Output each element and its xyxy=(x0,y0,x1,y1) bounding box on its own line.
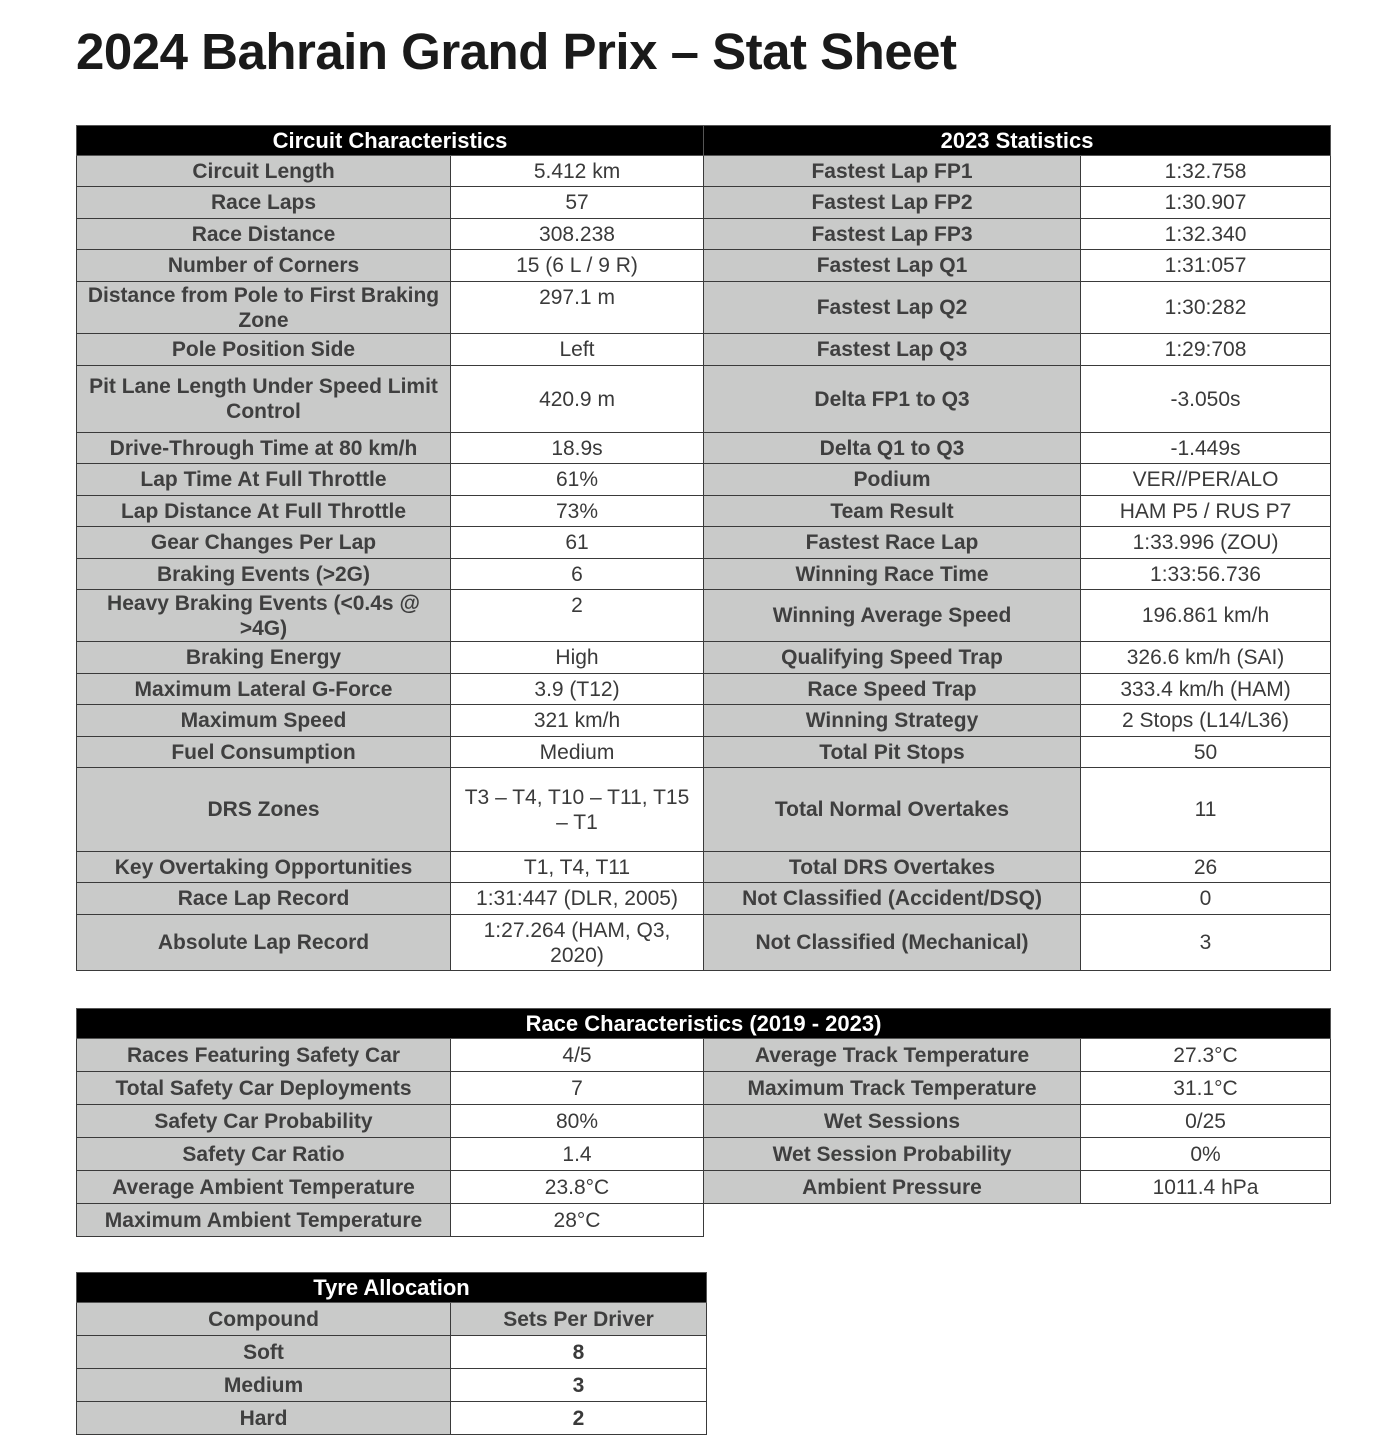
race-stat-label: Ambient Pressure xyxy=(704,1171,1081,1204)
2023-stat-label: Winning Race Time xyxy=(704,559,1081,590)
circuit-stat-label: Braking Energy xyxy=(77,642,451,674)
race-stat-value: 28°C xyxy=(451,1204,704,1237)
race-stat-label: Average Ambient Temperature xyxy=(77,1171,451,1204)
2023-stat-value: -3.050s xyxy=(1081,366,1331,433)
stat-row xyxy=(77,464,1331,496)
race-stat-label: Average Track Temperature xyxy=(704,1039,1081,1072)
race-stat-label: Maximum Ambient Temperature xyxy=(77,1204,451,1237)
2023-stat-label: Winning Strategy xyxy=(704,705,1081,737)
circuit-stat-value: High xyxy=(451,642,704,674)
race-characteristics-table xyxy=(76,1008,1331,1237)
2023-stat-value: 0 xyxy=(1081,883,1331,915)
2023-stat-label: Total Pit Stops xyxy=(704,737,1081,768)
2023-stat-value: 1:33.996 (ZOU) xyxy=(1081,527,1331,559)
stat-row xyxy=(77,768,1331,852)
2023-stat-value: 326.6 km/h (SAI) xyxy=(1081,642,1331,674)
empty-cell xyxy=(704,1204,1331,1237)
stat-row xyxy=(77,705,1331,737)
2023-stat-value: 333.4 km/h (HAM) xyxy=(1081,674,1331,705)
race-stat-label: Total Safety Car Deployments xyxy=(77,1072,451,1105)
circuit-stat-label: Absolute Lap Record xyxy=(77,915,451,971)
circuit-stat-label: Number of Corners xyxy=(77,250,451,282)
race-stat-row xyxy=(77,1171,1331,1204)
circuit-characteristics-header: Circuit Characteristics xyxy=(77,126,704,156)
circuit-stat-value: 3.9 (T12) xyxy=(451,674,704,705)
race-stat-label: Wet Sessions xyxy=(704,1105,1081,1138)
circuit-stat-value: 5.412 km xyxy=(451,156,704,187)
race-characteristics-header: Race Characteristics (2019 - 2023) xyxy=(77,1009,1331,1039)
stat-row xyxy=(77,250,1331,282)
2023-stat-value: VER//PER/ALO xyxy=(1081,464,1331,496)
race-stat-value: 0% xyxy=(1081,1138,1331,1171)
race-stat-label: Safety Car Ratio xyxy=(77,1138,451,1171)
circuit-stat-label: Pit Lane Length Under Speed Limit Control xyxy=(77,366,451,433)
2023-stat-value: 2 Stops (L14/L36) xyxy=(1081,705,1331,737)
circuit-stat-label: Key Overtaking Opportunities xyxy=(77,852,451,883)
race-stat-row xyxy=(77,1105,1331,1138)
circuit-stat-label: Race Laps xyxy=(77,187,451,219)
race-stat-value: 80% xyxy=(451,1105,704,1138)
race-table-body xyxy=(77,1039,1331,1237)
tyre-compound: Soft xyxy=(77,1336,451,1369)
2023-stat-value: 1:32.340 xyxy=(1081,219,1331,250)
circuit-stat-label: Heavy Braking Events (<0.4s @ >4G) xyxy=(77,590,451,642)
tyre-row xyxy=(77,1402,707,1435)
2023-stat-value: HAM P5 / RUS P7 xyxy=(1081,496,1331,527)
compound-column-header: Compound xyxy=(77,1303,451,1336)
2023-stat-value: 1:30:282 xyxy=(1081,282,1331,334)
2023-stat-value: 1:29:708 xyxy=(1081,334,1331,366)
tyre-compound: Hard xyxy=(77,1402,451,1435)
circuit-stat-value: 73% xyxy=(451,496,704,527)
2023-stat-value: 11 xyxy=(1081,768,1331,852)
circuit-stat-label: Gear Changes Per Lap xyxy=(77,527,451,559)
circuit-stat-label: Maximum Lateral G-Force xyxy=(77,674,451,705)
tyre-allocation-table xyxy=(76,1272,707,1435)
race-stat-row xyxy=(77,1072,1331,1105)
2023-stat-label: Total Normal Overtakes xyxy=(704,768,1081,852)
2023-stat-label: Not Classified (Accident/DSQ) xyxy=(704,883,1081,915)
stat-row xyxy=(77,156,1331,187)
circuit-stat-label: Maximum Speed xyxy=(77,705,451,737)
tyre-sets: 8 xyxy=(451,1336,707,1369)
circuit-stat-value: 57 xyxy=(451,187,704,219)
circuit-stat-value: Left xyxy=(451,334,704,366)
stat-row xyxy=(77,852,1331,883)
stat-row xyxy=(77,219,1331,250)
stat-row xyxy=(77,496,1331,527)
race-stat-value: 23.8°C xyxy=(451,1171,704,1204)
race-stat-value: 31.1°C xyxy=(1081,1072,1331,1105)
stat-row xyxy=(77,433,1331,464)
2023-stat-label: Fastest Lap Q1 xyxy=(704,250,1081,282)
circuit-stat-label: Lap Time At Full Throttle xyxy=(77,464,451,496)
race-stat-value: 1.4 xyxy=(451,1138,704,1171)
2023-stat-value: 50 xyxy=(1081,737,1331,768)
circuit-stat-value: 61% xyxy=(451,464,704,496)
tyre-sets: 2 xyxy=(451,1402,707,1435)
circuit-stat-value: 15 (6 L / 9 R) xyxy=(451,250,704,282)
circuit-stat-label: Distance from Pole to First Braking Zone xyxy=(77,282,451,334)
race-stat-value: 1011.4 hPa xyxy=(1081,1171,1331,1204)
circuit-stat-label: DRS Zones xyxy=(77,768,451,852)
stat-row xyxy=(77,915,1331,971)
2023-statistics-header: 2023 Statistics xyxy=(704,126,1331,156)
2023-stat-value: 3 xyxy=(1081,915,1331,971)
race-stat-label: Wet Session Probability xyxy=(704,1138,1081,1171)
stat-row xyxy=(77,282,1331,334)
2023-stat-label: Qualifying Speed Trap xyxy=(704,642,1081,674)
race-stat-value: 27.3°C xyxy=(1081,1039,1331,1072)
circuit-table-body xyxy=(77,156,1331,971)
tyre-allocation-header: Tyre Allocation xyxy=(77,1273,707,1303)
race-stat-value: 0/25 xyxy=(1081,1105,1331,1138)
sets-per-driver-column-header: Sets Per Driver xyxy=(451,1303,707,1336)
2023-stat-label: Podium xyxy=(704,464,1081,496)
2023-stat-value: 1:31:057 xyxy=(1081,250,1331,282)
circuit-stat-value: T3 – T4, T10 – T11, T15 – T1 xyxy=(451,768,704,852)
page-title: 2024 Bahrain Grand Prix – Stat Sheet xyxy=(76,23,957,80)
2023-stat-label: Total DRS Overtakes xyxy=(704,852,1081,883)
race-stat-row xyxy=(77,1039,1331,1072)
stat-row xyxy=(77,334,1331,366)
2023-stat-value: 1:32.758 xyxy=(1081,156,1331,187)
2023-stat-label: Fastest Lap FP2 xyxy=(704,187,1081,219)
2023-stat-label: Fastest Lap FP1 xyxy=(704,156,1081,187)
circuit-stat-label: Drive-Through Time at 80 km/h xyxy=(77,433,451,464)
circuit-stat-label: Pole Position Side xyxy=(77,334,451,366)
circuit-stat-value: 2 xyxy=(451,590,704,642)
stat-row xyxy=(77,737,1331,768)
tyre-row xyxy=(77,1369,707,1402)
tyre-sets: 3 xyxy=(451,1369,707,1402)
2023-stat-label: Fastest Lap Q3 xyxy=(704,334,1081,366)
circuit-stat-label: Lap Distance At Full Throttle xyxy=(77,496,451,527)
2023-stat-label: Not Classified (Mechanical) xyxy=(704,915,1081,971)
race-stat-value: 7 xyxy=(451,1072,704,1105)
race-stat-value: 4/5 xyxy=(451,1039,704,1072)
2023-stat-value: 1:33:56.736 xyxy=(1081,559,1331,590)
2023-stat-label: Delta FP1 to Q3 xyxy=(704,366,1081,433)
2023-stat-label: Delta Q1 to Q3 xyxy=(704,433,1081,464)
2023-stat-label: Fastest Lap FP3 xyxy=(704,219,1081,250)
circuit-stat-value: 61 xyxy=(451,527,704,559)
stat-row xyxy=(77,187,1331,219)
2023-stat-label: Winning Average Speed xyxy=(704,590,1081,642)
stat-row xyxy=(77,590,1331,642)
circuit-stat-label: Circuit Length xyxy=(77,156,451,187)
2023-stat-value: 196.861 km/h xyxy=(1081,590,1331,642)
2023-stat-value: 1:30.907 xyxy=(1081,187,1331,219)
race-stat-label: Safety Car Probability xyxy=(77,1105,451,1138)
circuit-stat-label: Braking Events (>2G) xyxy=(77,559,451,590)
stat-row xyxy=(77,559,1331,590)
circuit-stat-value: 1:27.264 (HAM, Q3, 2020) xyxy=(451,915,704,971)
circuit-stat-label: Fuel Consumption xyxy=(77,737,451,768)
circuit-stats-table xyxy=(76,125,1331,971)
2023-stat-label: Race Speed Trap xyxy=(704,674,1081,705)
stat-row xyxy=(77,642,1331,674)
2023-stat-value: 26 xyxy=(1081,852,1331,883)
race-stat-row xyxy=(77,1204,1331,1237)
tyre-compound: Medium xyxy=(77,1369,451,1402)
stat-row xyxy=(77,366,1331,433)
circuit-stat-value: 420.9 m xyxy=(451,366,704,433)
circuit-stat-value: 6 xyxy=(451,559,704,590)
stat-row xyxy=(77,883,1331,915)
circuit-stat-value: 308.238 xyxy=(451,219,704,250)
circuit-stat-value: T1, T4, T11 xyxy=(451,852,704,883)
race-stat-row xyxy=(77,1138,1331,1171)
tyre-row xyxy=(77,1336,707,1369)
2023-stat-label: Team Result xyxy=(704,496,1081,527)
stat-row xyxy=(77,674,1331,705)
race-stat-label: Maximum Track Temperature xyxy=(704,1072,1081,1105)
circuit-stat-label: Race Lap Record xyxy=(77,883,451,915)
race-stat-label: Races Featuring Safety Car xyxy=(77,1039,451,1072)
2023-stat-label: Fastest Lap Q2 xyxy=(704,282,1081,334)
circuit-stat-value: 1:31:447 (DLR, 2005) xyxy=(451,883,704,915)
circuit-stat-label: Race Distance xyxy=(77,219,451,250)
circuit-stat-value: 297.1 m xyxy=(451,282,704,334)
circuit-stat-value: Medium xyxy=(451,737,704,768)
2023-stat-label: Fastest Race Lap xyxy=(704,527,1081,559)
circuit-stat-value: 321 km/h xyxy=(451,705,704,737)
tyre-table-body xyxy=(77,1336,707,1435)
stat-row xyxy=(77,527,1331,559)
2023-stat-value: -1.449s xyxy=(1081,433,1331,464)
circuit-stat-value: 18.9s xyxy=(451,433,704,464)
